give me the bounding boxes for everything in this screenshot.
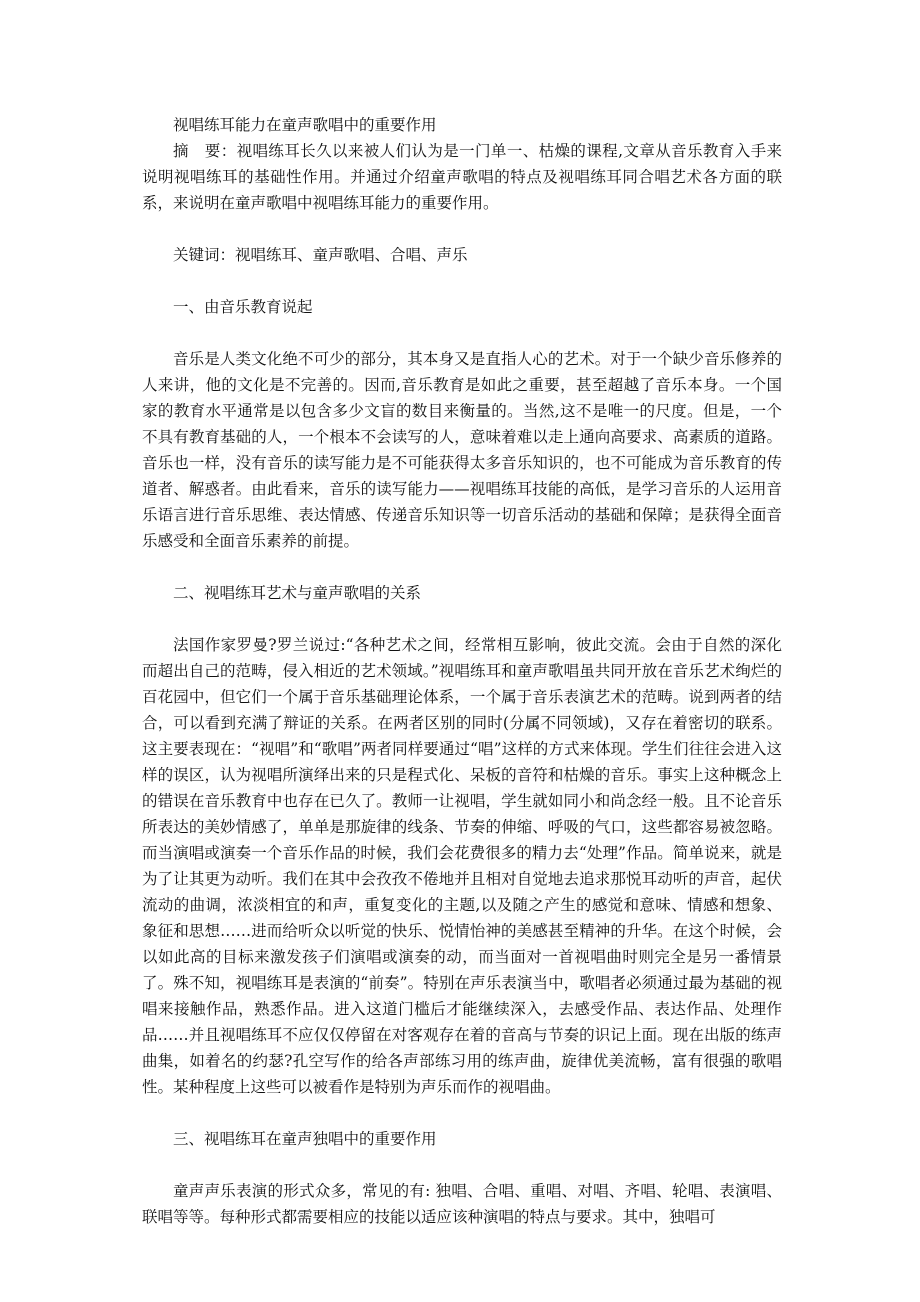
keywords-line: 关键词：视唱练耳、童声歌唱、合唱、声乐	[173, 246, 468, 264]
spacer	[142, 268, 782, 294]
document-body	[142, 112, 782, 1230]
section-1-heading: 一、由音乐教育说起	[173, 298, 313, 316]
spacer	[142, 1100, 782, 1126]
section-1-paragraph: 音乐是人类文化绝不可少的部分，其本身又是直指人心的艺术。对于一个缺少音乐修养的人来讲，他的文化是不完善的。因而,音乐教育是如此之重要，甚至超越了音乐本身。一个国家的教育水平通常是以包含多少文盲的数目来衡量的。当然,这不是唯一的尺度。但是，一个不具有教育基础的人，一个根本不会读写的人，意味着难以走上通向高要求、高素质的道路。音乐也一样，没有音乐的读写能力是不可能获得太多音乐知识的，也不可能成为音乐教育的传道者、解惑者。由此看来，音乐的读写能力——视唱练耳技能的高低，是学习音乐的人运用音乐语言进行音乐思维、表达情感、传递音乐知识等一切音乐活动的基础和保障；是获得全面音乐感受和全面音乐素养的前提。	[142, 350, 782, 550]
section-3-paragraph: 童声声乐表演的形式众多，常见的有: 独唱、合唱、重唱、对唱、齐唱、轮唱、表演唱、联唱等等。每种形式都需要相应的技能以适应该种演唱的特点与要求。其中，独唱可	[142, 1182, 782, 1226]
spacer	[142, 606, 782, 632]
document-title: 视唱练耳能力在童声歌唱中的重要作用	[173, 116, 437, 134]
spacer	[142, 1152, 782, 1178]
spacer	[142, 554, 782, 580]
section-2-heading: 二、视唱练耳艺术与童声歌唱的关系	[173, 584, 422, 602]
section-2-paragraph: 法国作家罗曼?罗兰说过:“各种艺术之间，经常相互影响，彼此交流。会由于自然的深化而超出自己的范畴，侵入相近的艺术领域。”视唱练耳和童声歌唱虽共同开放在音乐艺术绚烂的百花园中，但它们一个属于音乐基础理论体系，一个属于音乐表演艺术的范畴。说到两者的结合，可以看到充满了辩证的关系。在两者区别的同时(分属不同领域)，又存在着密切的联系。这主要表现在：“视唱”和“歌唱”两者同样要通过“唱”这样的方式来体现。学生们往往会进入这样的误区，认为视唱所演绎出来的只是程式化、呆板的音符和枯燥的音乐。事实上这种概念上的错误在音乐教育中也存在已久了。教师一让视唱，学生就如同小和尚念经一般。且不论音乐所表达的美妙情感了，单单是那旋律的线条、节奏的伸缩、呼吸的气口，这些都容易被忽略。而当演唱或演奏一个音乐作品的时候，我们会花费很多的精力去“处理”作品。简单说来，就是为了让其更为动听。我们在其中会孜孜不倦地并且相对自觉地去追求那悦耳动听的声音，起伏流动的曲调，浓淡相宜的和声，重复变化的主题,以及随之产生的感觉和意味、情感和想象、象征和思想……进而给听众以听觉的快乐、悦情怡神的美感甚至精神的升华。在这个时候，会以如此高的目标来激发孩子们演唱或演奏的动，而当面对一首视唱曲时则完全是另一番情景了。殊不知，视唱练耳是表演的“前奏”。特别在声乐表演当中，歌唱者必须通过最为基础的视唱来接触作品，熟悉作品。进入这道门槛后才能继续深入，去感受作品、表达作品、处理作品……并且视唱练耳不应仅仅停留在对客观存在着的音高与节奏的识记上面。现在出版的练声曲集，如着名的约瑟?孔空写作的给各声部练习用的练声曲，旋律优美流畅，富有很强的歌唱性。某种程度上这些可以被看作是特别为声乐而作的视唱曲。	[142, 636, 782, 1096]
spacer	[142, 216, 782, 242]
abstract-paragraph: 摘 要：视唱练耳长久以来被人们认为是一门单一、枯燥的课程,文章从音乐教育入手来说明视唱练耳的基础性作用。并通过介绍童声歌唱的特点及视唱练耳同合唱艺术各方面的联系，来说明在童声歌唱中视唱练耳能力的重要作用。	[142, 142, 782, 212]
section-3-heading: 三、视唱练耳在童声独唱中的重要作用	[173, 1130, 437, 1148]
spacer	[142, 320, 782, 346]
